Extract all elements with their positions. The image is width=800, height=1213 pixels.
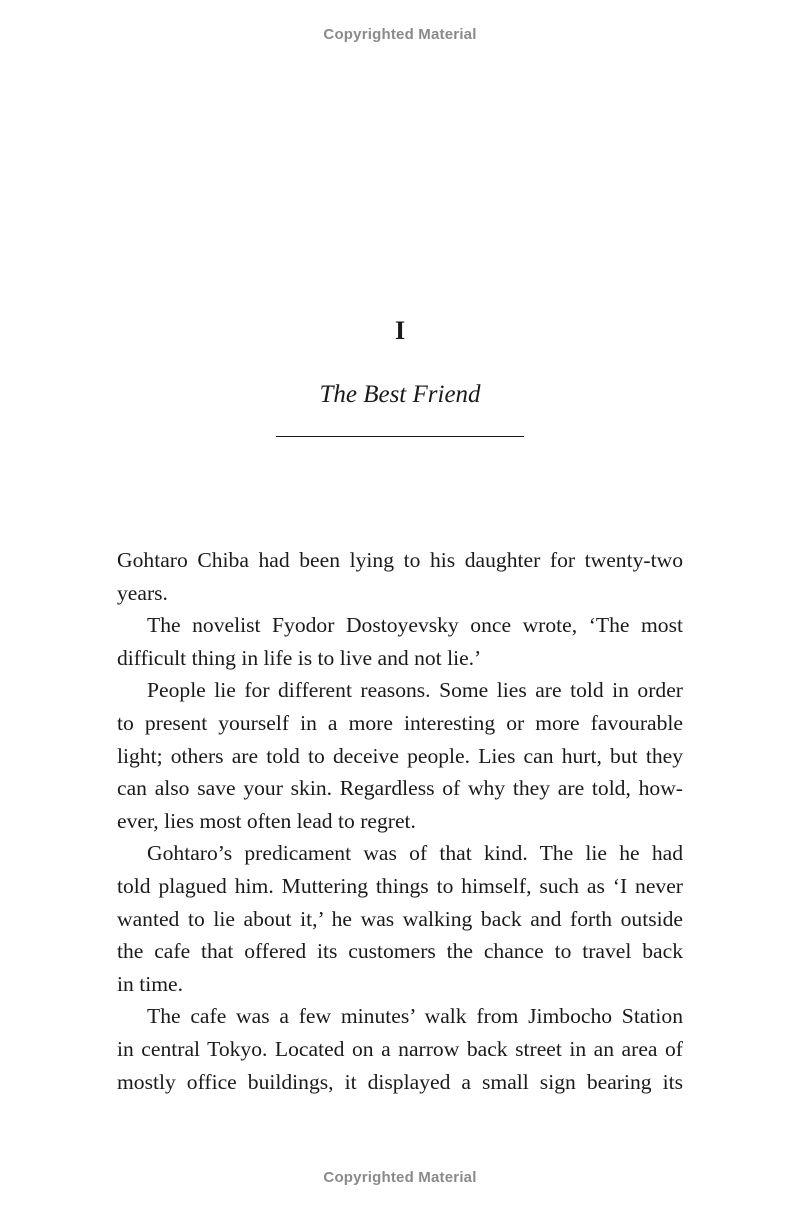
text-line: wanted to lie about it,’ he was walking back and forth outside xyxy=(117,906,683,931)
text-line: told plagued him. Muttering things to himself, such as ‘I never xyxy=(117,873,683,898)
text-line: Gohtaro Chiba had been lying to his daughter for twenty-two xyxy=(117,548,683,572)
text-line: in time. xyxy=(117,971,183,996)
body-text xyxy=(117,544,683,1098)
copyright-watermark-top: Copyrighted Material xyxy=(323,26,477,43)
chapter-title: The Best Friend xyxy=(319,381,481,408)
chapter-number: I xyxy=(394,316,406,345)
text-line: Gohtaro’s predicament was of that kind. The lie he had xyxy=(147,841,683,866)
text-line: The novelist Fyodor Dostoyevsky once wrote, ‘The most xyxy=(147,613,683,638)
text-line: The cafe was a few minutes’ walk from Jimbocho Station xyxy=(147,1004,683,1029)
text-line: the cafe that offered its customers the chance to travel back xyxy=(117,939,683,964)
text-line: to present yourself in a more interesting or more favourable xyxy=(117,710,683,735)
text-line: mostly office buildings, it displayed a small sign bearing its xyxy=(117,1069,683,1094)
text-line: in central Tokyo. Located on a narrow back street in an area of xyxy=(117,1036,683,1061)
text-line: ever, lies most often lead to regret. xyxy=(117,808,416,833)
text-line: difficult thing in life is to live and not lie.’ xyxy=(117,645,482,670)
text-line: light; others are told to deceive people. Lies can hurt, but they xyxy=(117,743,683,768)
text-line: People lie for different reasons. Some lies are told in order xyxy=(147,678,683,703)
copyright-watermark-bottom: Copyrighted Material xyxy=(323,1169,477,1186)
text-line: can also save your skin. Regardless of why they are told, how- xyxy=(117,776,683,801)
chapter-title-rule xyxy=(276,436,524,437)
text-line: years. xyxy=(117,580,168,605)
